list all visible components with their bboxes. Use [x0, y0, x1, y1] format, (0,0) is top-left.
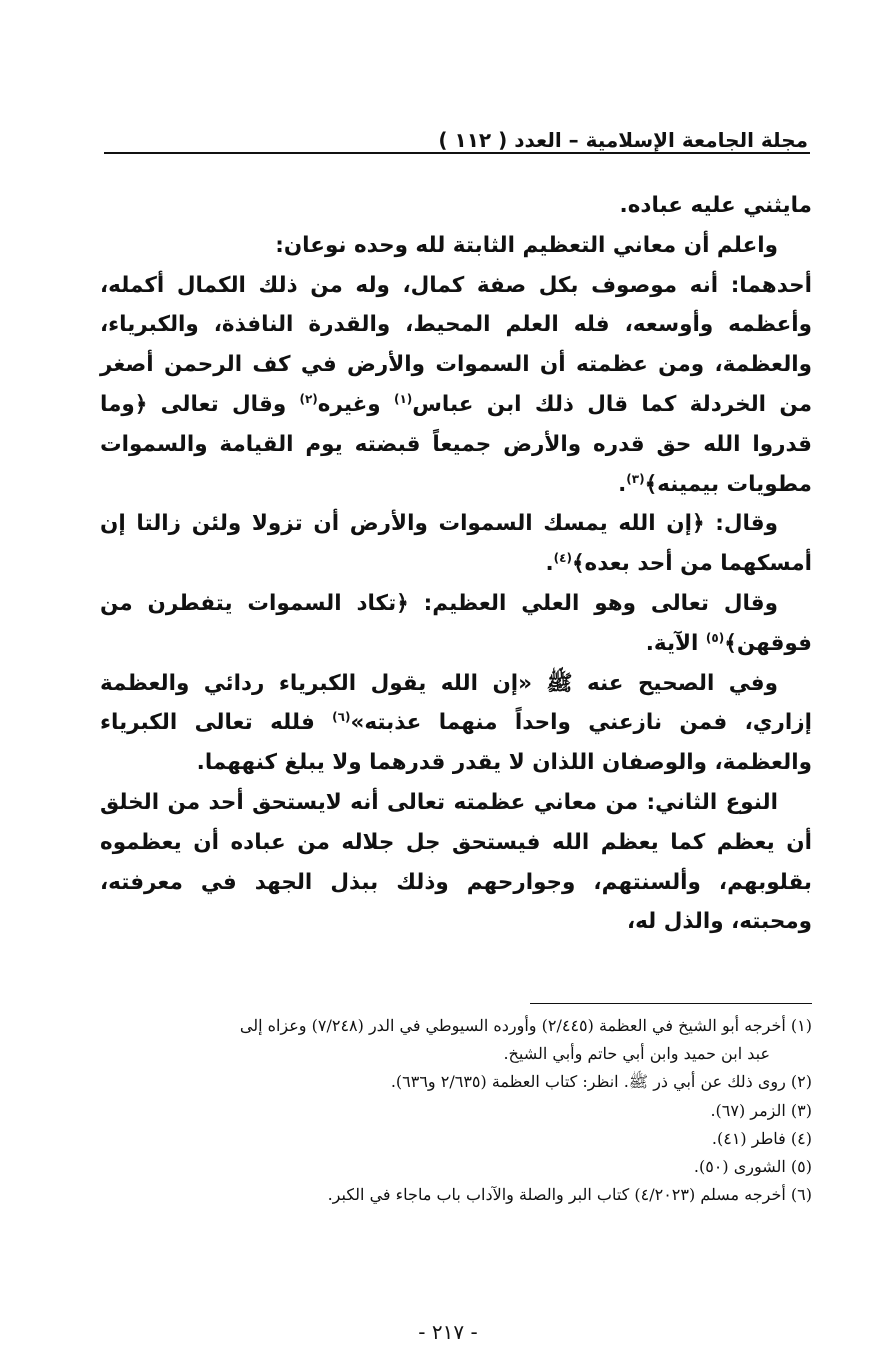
paragraph-6-text-b: فلله تعالى الكبرياء والعظمة، والوصفان اللذان لا يقدر قدرهما ولا يبلغ كنههما.	[100, 710, 812, 776]
page-number: - ٢١٧ -	[418, 1320, 478, 1344]
paragraph-5	[100, 584, 812, 664]
footnote-ref-1: (١)	[393, 391, 413, 406]
header-rule	[104, 152, 810, 154]
paragraph-6-text-a: وفي الصحيح عنه ﷺ «إن الله يقول الكبرياء ردائي والعظمة إزاري، فمن نازعني واحداً منهما عذبته»	[100, 670, 812, 736]
body-text	[100, 186, 812, 942]
footnote-4: (٤) فاطر (٤١).	[711, 1128, 812, 1148]
footnote-ref-3: (٣)	[626, 471, 645, 486]
paragraph-6	[100, 664, 812, 783]
paragraph-4-text-b: .	[545, 551, 554, 577]
footnotes	[100, 1012, 812, 1209]
footnote-2: (٢) روى ذلك عن أبي ذر ﷺ. انظر: كتاب العظمة (٢/٦٣٥ و٦٣٦).	[390, 1072, 812, 1092]
footnote-ref-5: (٥)	[705, 630, 725, 645]
footnote-5: (٥) الشورى (٥٠).	[693, 1157, 812, 1177]
paragraph-3-text-b: وغيره	[317, 391, 394, 417]
footnote-ref-4: (٤)	[553, 551, 572, 566]
paragraph-5-text-b: الآية.	[645, 630, 706, 656]
footnote-3: (٣) الزمر (٦٧).	[710, 1100, 812, 1120]
paragraph-1: مايثني عليه عباده.	[619, 193, 812, 218]
paragraph-4	[100, 504, 812, 584]
paragraph-2: واعلم أن معاني التعظيم الثابتة لله وحده نوعان:	[275, 232, 778, 258]
paragraph-3-text-a: أحدهما: أنه موصوف بكل صفة كمال، وله من ذلك الكمال أكمله، وأعظمه وأوسعه، فله العلم المحيط، والقدرة النافذة، والكبرياء، والعظمة، ومن عظمته أن السموات والأرض في كف الرحمن أصغر من الخردلة كما قال ذلك ابن عباس	[100, 272, 812, 417]
running-header: مجلة الجامعة الإسلامية – العدد ( ١١٢ )	[438, 128, 808, 152]
paragraph-3	[100, 266, 812, 505]
paragraph-3-text-d: .	[618, 471, 627, 497]
paragraph-7: النوع الثاني: من معاني عظمته تعالى أنه لايستحق أحد من الخلق أن يعظم كما يعظم الله فيستحق جل جلاله من عباده أن يعظموه بقلوبهم، وألسنتهم، وجوارحهم وذلك ببذل الجهد في معرفته، ومحبته، والذل له،	[100, 789, 812, 935]
footnote-1-line-1: (١) أخرجه أبو الشيخ في العظمة (٢/٤٤٥) وأورده السيوطي في الدر (٧/٢٤٨) وعزاه إلى	[239, 1016, 812, 1035]
paragraph-3-text-c: وقال تعالى ﴿وما قدروا الله حق قدره والأرض جميعاً قبضته يوم القيامة والسموات مطويات بيمينه﴾	[100, 391, 812, 497]
footnote-ref-2: (٢)	[299, 391, 318, 406]
footnote-6: (٦) أخرجه مسلم (٤/٢٠٢٣) كتاب البر والصلة والآداب باب ماجاء في الكبر.	[327, 1185, 812, 1205]
paragraph-5-text-a: وقال تعالى وهو العلي العظيم: ﴿تكاد السموات يتفطرن من فوقهن﴾	[100, 590, 812, 656]
footnote-rule	[530, 1003, 812, 1004]
footnote-ref-6: (٦)	[332, 710, 351, 725]
footnote-1-line-2: عبد ابن حميد وابن أبي حاتم وأبي الشيخ.	[503, 1044, 770, 1064]
paragraph-4-text-a: وقال: ﴿إن الله يمسك السموات والأرض أن تزولا ولئن زالتا إن أمسكهما من أحد بعده﴾	[100, 511, 812, 577]
